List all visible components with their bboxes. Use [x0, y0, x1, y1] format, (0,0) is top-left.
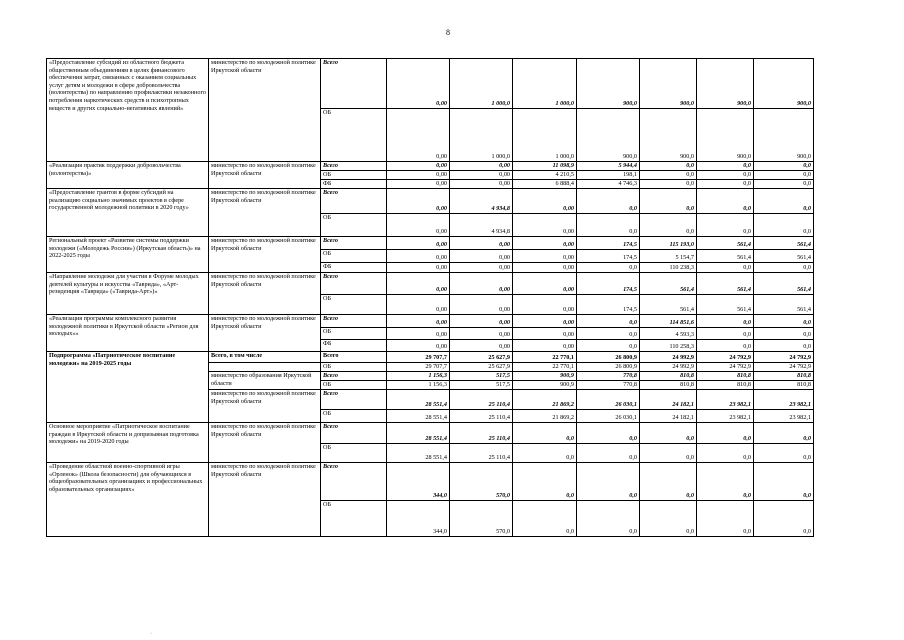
value-cell: 23 982,1	[754, 390, 814, 410]
source-cell: ОБ	[321, 444, 387, 463]
value-cell: 110 258,3	[640, 340, 697, 352]
value-cell: 561,4	[697, 237, 754, 250]
value-cell: 23 982,1	[697, 410, 754, 423]
value-cell: 561,4	[640, 295, 697, 315]
activity-name-cell: «Проведение областной военно-спортивной игры «Орленок» (Школа безопасности) для обучающихся в общеобразовательных организациях и профессиональных образовательных организациях»	[47, 463, 209, 537]
value-cell: 0,00	[450, 295, 513, 315]
value-cell: 561,4	[697, 295, 754, 315]
value-cell: 0,0	[754, 263, 814, 273]
value-cell: 26 800,9	[577, 363, 640, 372]
executor-cell: министерство по молодежной политике Иркутской области	[209, 463, 321, 537]
activity-name-cell: «Направление молодежи для участия в Форуме молодых деятелей культуры и искусства «Таврида», «Арт-резиденция «Таврида» («Таврида-Арт»)»	[47, 273, 209, 315]
value-cell: 0,0	[577, 463, 640, 501]
value-cell: 900,0	[697, 59, 754, 109]
value-cell: 26 030,1	[577, 410, 640, 423]
source-cell: ФБ	[321, 180, 387, 189]
value-cell: 0,00	[387, 315, 450, 328]
value-cell: 0,0	[640, 423, 697, 444]
source-cell: Всего	[321, 352, 387, 363]
value-cell: 24 792,9	[754, 352, 814, 363]
table-row	[47, 315, 814, 328]
source-cell: ОБ	[321, 214, 387, 237]
executor-cell: министерство по молодежной политике Иркутской области	[209, 162, 321, 189]
value-cell: 0,00	[387, 59, 450, 109]
value-cell: 770,8	[577, 381, 640, 390]
executor-cell: министерство образования Иркутской области	[209, 372, 321, 390]
value-cell: 4 934,8	[450, 189, 513, 214]
value-cell: 0,0	[577, 315, 640, 328]
value-cell: 22 770,1	[513, 352, 577, 363]
value-cell: 900,0	[640, 109, 697, 162]
value-cell: 1 000,0	[450, 59, 513, 109]
value-cell: 0,00	[450, 328, 513, 340]
value-cell: 28 551,4	[387, 390, 450, 410]
executor-cell: Всего, в том числе	[209, 352, 321, 363]
table-row	[47, 59, 814, 109]
value-cell: 0,0	[640, 214, 697, 237]
value-cell: 0,0	[754, 315, 814, 328]
value-cell: 0,0	[697, 444, 754, 463]
value-cell: 0,0	[640, 162, 697, 171]
value-cell: 0,00	[513, 295, 577, 315]
executor-cell: министерство по молодежной политике Иркутской области	[209, 59, 321, 162]
source-cell: ОБ	[321, 410, 387, 423]
value-cell: 0,0	[697, 263, 754, 273]
value-cell: 0,0	[697, 171, 754, 180]
value-cell: 23 982,1	[697, 390, 754, 410]
value-cell: 0,0	[754, 162, 814, 171]
value-cell: 0,0	[754, 444, 814, 463]
value-cell: 0,00	[513, 189, 577, 214]
value-cell: 0,00	[387, 171, 450, 180]
executor-cell	[209, 363, 321, 372]
value-cell: 0,00	[450, 263, 513, 273]
value-cell: 0,00	[387, 273, 450, 295]
activity-name-cell: Подпрограмма «Патриотическое воспитание молодежи» на 2019-2025 годы	[47, 352, 209, 423]
value-cell: 24 792,9	[697, 363, 754, 372]
financing-table	[46, 58, 814, 537]
value-cell: 0,0	[697, 463, 754, 501]
value-cell: 0,0	[640, 501, 697, 537]
value-cell: 4 934,8	[450, 214, 513, 237]
value-cell: 115 193,0	[640, 237, 697, 250]
value-cell: 0,00	[450, 273, 513, 295]
value-cell: 810,8	[697, 381, 754, 390]
value-cell: 25 110,4	[450, 423, 513, 444]
value-cell: 0,0	[754, 463, 814, 501]
source-cell: ФБ	[321, 263, 387, 273]
value-cell: 0,00	[450, 250, 513, 263]
scan-mark: ·	[150, 631, 152, 637]
value-cell: 0,00	[387, 237, 450, 250]
value-cell: 0,00	[513, 214, 577, 237]
value-cell: 0,00	[513, 250, 577, 263]
value-cell: 0,0	[754, 171, 814, 180]
value-cell: 810,8	[697, 372, 754, 381]
value-cell: 561,4	[640, 273, 697, 295]
table-row	[47, 237, 814, 250]
value-cell: 0,00	[513, 340, 577, 352]
value-cell: 0,0	[754, 340, 814, 352]
value-cell: 0,00	[450, 237, 513, 250]
value-cell: 0,0	[577, 444, 640, 463]
value-cell: 25 110,4	[450, 390, 513, 410]
value-cell: 25 627,9	[450, 352, 513, 363]
value-cell: 0,0	[697, 162, 754, 171]
value-cell: 517,5	[450, 381, 513, 390]
executor-cell: министерство по молодежной политике Иркутской области	[209, 390, 321, 423]
value-cell: 570,0	[450, 501, 513, 537]
value-cell: 0,00	[450, 315, 513, 328]
value-cell: 25 110,4	[450, 444, 513, 463]
value-cell: 900,0	[640, 59, 697, 109]
activity-name-cell: «Реализация практик поддержки добровольчества (волонтерства)»	[47, 162, 209, 189]
value-cell: 0,0	[697, 340, 754, 352]
value-cell: 561,4	[754, 295, 814, 315]
value-cell: 174,5	[577, 250, 640, 263]
value-cell: 0,0	[577, 340, 640, 352]
value-cell: 198,1	[577, 171, 640, 180]
value-cell: 900,0	[697, 109, 754, 162]
value-cell: 344,0	[387, 501, 450, 537]
value-cell: 0,0	[640, 189, 697, 214]
value-cell: 900,0	[577, 59, 640, 109]
value-cell: 810,8	[754, 372, 814, 381]
source-cell: Всего	[321, 315, 387, 328]
value-cell: 0,0	[640, 180, 697, 189]
value-cell: 0,0	[513, 444, 577, 463]
value-cell: 0,0	[577, 189, 640, 214]
value-cell: 114 851,6	[640, 315, 697, 328]
activity-name-cell: «Предоставление грантов в форме субсидий на реализацию социально значимых проектов в сфере государственной молодежной политики в 2020 году»	[47, 189, 209, 237]
source-cell: ОБ	[321, 363, 387, 372]
executor-cell: министерство по молодежной политике Иркутской области	[209, 189, 321, 237]
value-cell: 0,00	[387, 109, 450, 162]
source-cell: ОБ	[321, 109, 387, 162]
value-cell: 0,0	[577, 214, 640, 237]
value-cell: 900,9	[513, 381, 577, 390]
value-cell: 0,0	[754, 328, 814, 340]
value-cell: 900,0	[754, 59, 814, 109]
value-cell: 0,00	[450, 340, 513, 352]
value-cell: 0,0	[697, 214, 754, 237]
executor-cell: министерство по молодежной политике Иркутской области	[209, 273, 321, 315]
value-cell: 0,0	[697, 189, 754, 214]
value-cell: 29 707,7	[387, 363, 450, 372]
value-cell: 1 000,0	[513, 59, 577, 109]
value-cell: 810,8	[640, 381, 697, 390]
value-cell: 0,00	[387, 162, 450, 171]
value-cell: 0,00	[387, 340, 450, 352]
value-cell: 24 182,1	[640, 410, 697, 423]
value-cell: 24 792,9	[754, 363, 814, 372]
value-cell: 900,9	[513, 372, 577, 381]
value-cell: 0,00	[387, 328, 450, 340]
source-cell: Всего	[321, 273, 387, 295]
source-cell: Всего	[321, 189, 387, 214]
value-cell: 0,0	[754, 501, 814, 537]
page-number: 8	[446, 28, 450, 37]
source-cell: Всего	[321, 463, 387, 501]
source-cell: ОБ	[321, 171, 387, 180]
value-cell: 0,0	[697, 423, 754, 444]
value-cell: 561,4	[697, 250, 754, 263]
value-cell: 0,0	[754, 189, 814, 214]
value-cell: 11 098,9	[513, 162, 577, 171]
table-row	[47, 273, 814, 295]
value-cell: 28 551,4	[387, 444, 450, 463]
value-cell: 0,0	[640, 444, 697, 463]
value-cell: 0,0	[697, 328, 754, 340]
value-cell: 24 182,1	[640, 390, 697, 410]
value-cell: 0,0	[513, 423, 577, 444]
value-cell: 26 030,1	[577, 390, 640, 410]
source-cell: Всего	[321, 237, 387, 250]
value-cell: 26 800,9	[577, 352, 640, 363]
value-cell: 0,0	[577, 501, 640, 537]
activity-name-cell: Региональный проект «Развитие системы поддержки молодежи («Молодежь России») (Иркутская область)» на 2022-2025 годы	[47, 237, 209, 273]
value-cell: 24 992,9	[640, 352, 697, 363]
value-cell: 0,0	[513, 501, 577, 537]
value-cell: 25 110,4	[450, 410, 513, 423]
value-cell: 24 792,9	[697, 352, 754, 363]
table-row	[47, 189, 814, 214]
source-cell: ОБ	[321, 250, 387, 263]
value-cell: 0,0	[640, 171, 697, 180]
value-cell: 810,8	[754, 381, 814, 390]
value-cell: 28 551,4	[387, 423, 450, 444]
value-cell: 561,4	[754, 273, 814, 295]
activity-name-cell: «Реализация программы комплексного развития молодежной политики в Иркутской области «Регион для молодых»»	[47, 315, 209, 352]
source-cell: ОБ	[321, 501, 387, 537]
executor-cell: министерство по молодежной политике Иркутской области	[209, 315, 321, 352]
value-cell: 23 982,1	[754, 410, 814, 423]
value-cell: 900,0	[577, 109, 640, 162]
value-cell: 0,0	[513, 463, 577, 501]
value-cell: 0,0	[577, 263, 640, 273]
value-cell: 4 593,3	[640, 328, 697, 340]
value-cell: 0,0	[754, 423, 814, 444]
value-cell: 0,00	[387, 263, 450, 273]
value-cell: 0,00	[387, 214, 450, 237]
source-cell: Всего	[321, 59, 387, 109]
executor-cell: министерство по молодежной политике Иркутской области	[209, 237, 321, 273]
value-cell: 900,0	[754, 109, 814, 162]
table-row	[47, 463, 814, 501]
value-cell: 5 154,7	[640, 250, 697, 263]
value-cell: 0,00	[387, 295, 450, 315]
value-cell: 0,00	[513, 328, 577, 340]
value-cell: 1 156,3	[387, 372, 450, 381]
value-cell: 0,00	[387, 180, 450, 189]
value-cell: 1 000,0	[513, 109, 577, 162]
value-cell: 344,0	[387, 463, 450, 501]
value-cell: 0,00	[513, 273, 577, 295]
value-cell: 0,0	[697, 180, 754, 189]
value-cell: 29 707,7	[387, 352, 450, 363]
activity-name-cell: «Предоставление субсидий из областного бюджета общественным объединениям в целях финансового обеспечения затрат, связанных с оказанием социальных услуг детям и молодежи в сфере добровольчества (волонтерства) по направлению профилактики незаконного потребления наркотических средств и психотропных веществ и других социально-негативных явлений»	[47, 59, 209, 162]
value-cell: 0,0	[640, 463, 697, 501]
activity-name-cell: Основное мероприятие «Патриотическое воспитание граждан в Иркутской области и допризывная подготовка молодежи» на 2019-2020 годы	[47, 423, 209, 463]
value-cell: 21 869,2	[513, 410, 577, 423]
source-cell: ОБ	[321, 295, 387, 315]
value-cell: 0,00	[387, 189, 450, 214]
value-cell: 6 888,4	[513, 180, 577, 189]
value-cell: 0,00	[450, 180, 513, 189]
value-cell: 0,00	[387, 250, 450, 263]
source-cell: Всего	[321, 423, 387, 444]
value-cell: 5 944,4	[577, 162, 640, 171]
source-cell: ОБ	[321, 328, 387, 340]
value-cell: 174,5	[577, 273, 640, 295]
table-row	[47, 162, 814, 171]
value-cell: 28 551,4	[387, 410, 450, 423]
value-cell: 0,0	[754, 180, 814, 189]
value-cell: 21 869,2	[513, 390, 577, 410]
value-cell: 561,4	[697, 273, 754, 295]
value-cell: 0,0	[577, 423, 640, 444]
table-row	[47, 423, 814, 444]
executor-cell: министерство по молодежной политике Иркутской области	[209, 423, 321, 463]
value-cell: 0,00	[450, 171, 513, 180]
value-cell: 0,00	[450, 162, 513, 171]
source-cell: ФБ	[321, 340, 387, 352]
value-cell: 0,0	[754, 214, 814, 237]
value-cell: 174,5	[577, 295, 640, 315]
source-cell: Всего	[321, 372, 387, 381]
value-cell: 25 627,9	[450, 363, 513, 372]
value-cell: 810,8	[640, 372, 697, 381]
value-cell: 517,5	[450, 372, 513, 381]
value-cell: 561,4	[754, 250, 814, 263]
table-row	[47, 352, 814, 363]
value-cell: 570,0	[450, 463, 513, 501]
value-cell: 0,00	[513, 237, 577, 250]
value-cell: 0,00	[513, 315, 577, 328]
value-cell: 22 770,1	[513, 363, 577, 372]
value-cell: 561,4	[754, 237, 814, 250]
value-cell: 0,0	[577, 328, 640, 340]
value-cell: 4 210,5	[513, 171, 577, 180]
value-cell: 24 992,9	[640, 363, 697, 372]
value-cell: 0,0	[697, 501, 754, 537]
value-cell: 770,8	[577, 372, 640, 381]
value-cell: 0,0	[697, 315, 754, 328]
source-cell: Всего	[321, 390, 387, 410]
value-cell: 110 238,3	[640, 263, 697, 273]
source-cell: Всего	[321, 162, 387, 171]
value-cell: 4 746,3	[577, 180, 640, 189]
value-cell: 174,5	[577, 237, 640, 250]
value-cell: 0,00	[513, 263, 577, 273]
value-cell: 1 000,0	[450, 109, 513, 162]
source-cell: ОБ	[321, 381, 387, 390]
value-cell: 1 156,3	[387, 381, 450, 390]
